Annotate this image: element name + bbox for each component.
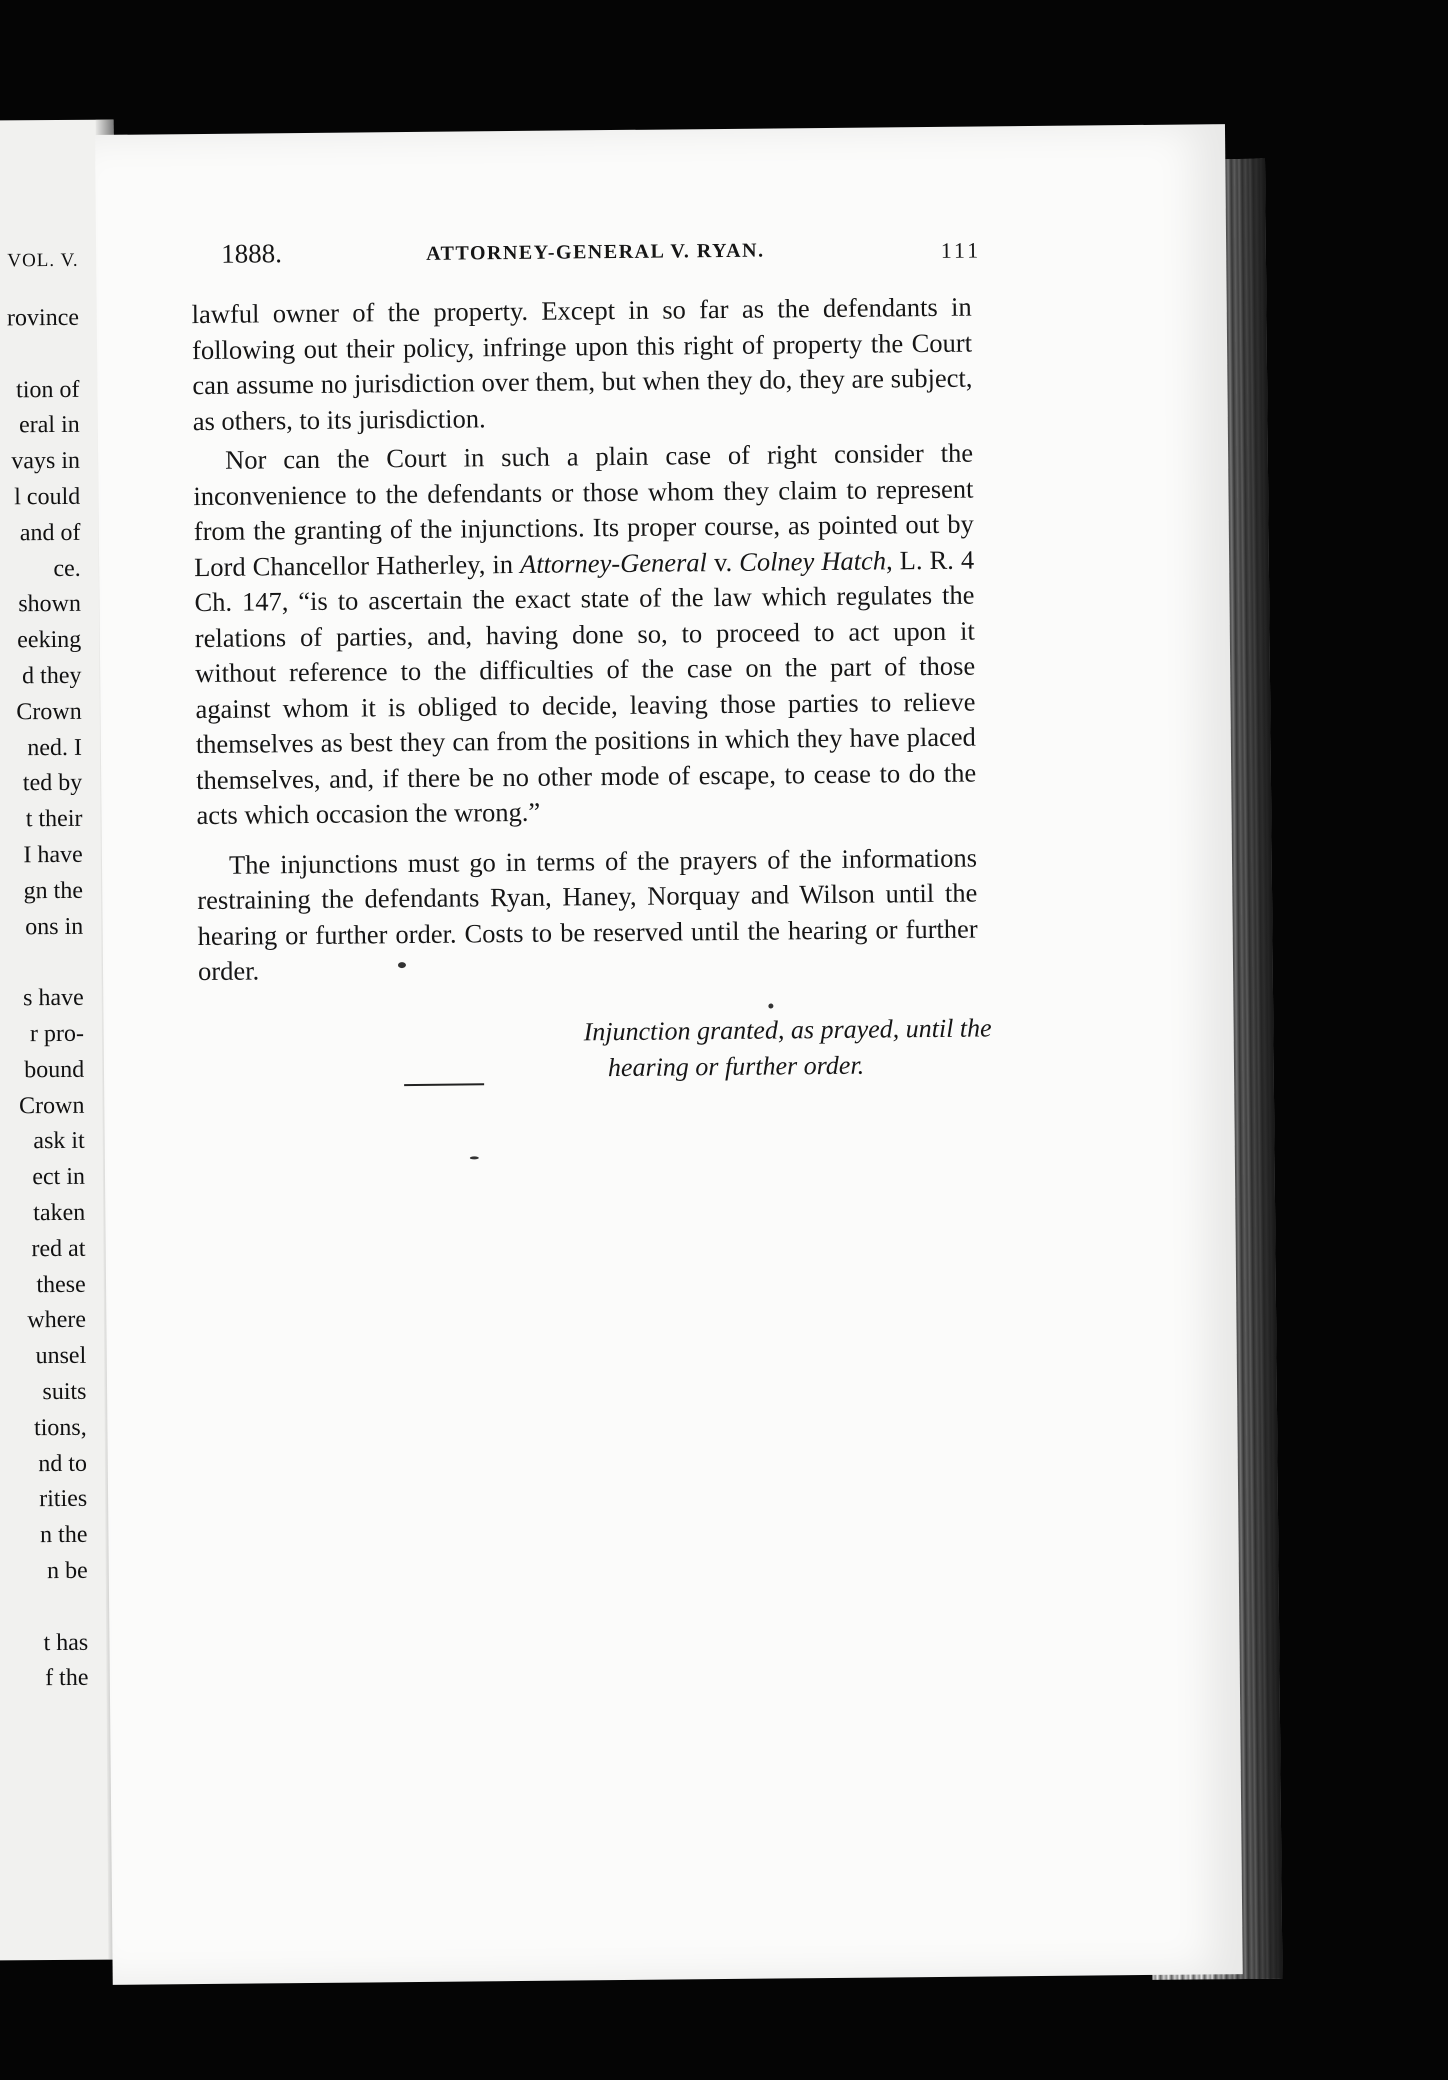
paragraph-order: The injunctions must go in terms of the prayers of the informations restraining the defendants Ryan, Haney, Norquay and Wilson until the hearing or further order. Costs to be reserved until the hearing or further order. xyxy=(197,842,978,987)
left-page-line-fragment: ons in xyxy=(25,913,84,940)
left-page-line-fragment: these xyxy=(36,1271,86,1298)
ink-speck xyxy=(768,1004,773,1009)
left-page-line-fragment: nd to xyxy=(38,1450,88,1477)
left-page-line-fragment: d they xyxy=(22,662,82,690)
left-page-line-fragment: vays in xyxy=(11,447,81,475)
left-page-line-fragment: where xyxy=(27,1307,87,1334)
left-page-line-fragment: t their xyxy=(25,805,83,833)
paragraph-text: Nor can the Court in such a plain case of right consider the inconvenience to the defendants or those whom they claim to represent from the granting of the injunctions. Its proper course, as pointed out by Lord Chancellor Hatherley, in xyxy=(193,437,974,582)
left-page-line-fragment: ted by xyxy=(22,770,83,797)
left-page-line-fragment: n be xyxy=(46,1557,88,1585)
left-page-line-fragment: shown xyxy=(18,591,82,618)
left-page-line-fragment: f the xyxy=(45,1665,89,1692)
left-page-line-fragment: eral in xyxy=(18,412,80,439)
left-page-line-fragment: s have xyxy=(22,984,84,1012)
disposition-note: Injunction granted, as prayed, until the hearing or further order. xyxy=(583,1012,992,1082)
left-page-line-fragment: suits xyxy=(42,1378,87,1406)
left-page-line-fragment: rovince xyxy=(6,304,80,332)
left-page-line-fragment: rities xyxy=(39,1486,88,1513)
left-page-line-fragment: bound xyxy=(24,1056,85,1084)
left-page-line-fragment: ce. xyxy=(53,555,81,582)
case-citation-party: Attorney-General xyxy=(519,546,708,579)
left-page-line-fragment: tions, xyxy=(33,1414,87,1441)
left-page-line-fragment: ect in xyxy=(32,1163,86,1191)
left-page-header: VOL. V. xyxy=(7,249,79,272)
main-page xyxy=(95,124,1243,1985)
case-citation-party: Colney Hatch xyxy=(739,544,887,577)
left-page-line-fragment: I have xyxy=(23,841,83,869)
page-text-block xyxy=(191,232,992,1090)
paragraph-continuation: lawful owner of the property. Except in so far as the defendants in following out their policy, infringe upon this right of property the Court can assume no jurisdiction over them, but when they do, they are subject, as others, to its jurisdiction. xyxy=(191,291,973,436)
left-page-line-fragment: gn the xyxy=(23,877,84,905)
left-page-line-fragment: and of xyxy=(19,519,81,547)
left-page-line-fragment: taken xyxy=(33,1199,86,1227)
case-citation-versus: v. xyxy=(706,546,740,577)
left-page-line-fragment: ask it xyxy=(33,1128,85,1155)
running-head-year: 1888. xyxy=(221,238,283,269)
left-page-line-fragment: tion of xyxy=(16,376,80,403)
ink-speck xyxy=(470,1156,479,1159)
running-head-title: ATTORNEY-GENERAL V. RYAN. xyxy=(426,239,765,265)
left-page-line-fragment: Crown xyxy=(19,1092,85,1119)
left-page-line-fragment: t has xyxy=(43,1629,89,1656)
left-page-line-fragment: ned. I xyxy=(27,734,83,761)
paragraph-text: , L. R. 4 Ch. 147, “is to ascertain the exact state of the law which regulates the relations of parties, and, having done so, to proceed to act upon it without reference to the difficulties of the case on the part of those against whom it is obliged to decide, leaving those parties to relieve themselves as best they can from the positions in which they have placed themselves, and, if there be no other mode of escape, to cease to do the acts which occasion the wrong.” xyxy=(194,544,977,831)
left-page-line-fragment: unsel xyxy=(35,1342,87,1370)
left-page-line-fragment: n the xyxy=(40,1521,88,1549)
page-number: 111 xyxy=(940,237,982,263)
paragraph-inconvenience xyxy=(193,436,977,834)
left-page-line-fragment: Crown xyxy=(16,698,82,726)
left-page-line-fragment: r pro- xyxy=(29,1020,85,1048)
running-head xyxy=(191,232,982,279)
left-page-line-fragment: l could xyxy=(14,483,81,511)
left-page-line-fragment: red at xyxy=(31,1235,86,1262)
ink-speck xyxy=(398,962,406,968)
left-page-line-fragment: eeking xyxy=(17,626,82,654)
